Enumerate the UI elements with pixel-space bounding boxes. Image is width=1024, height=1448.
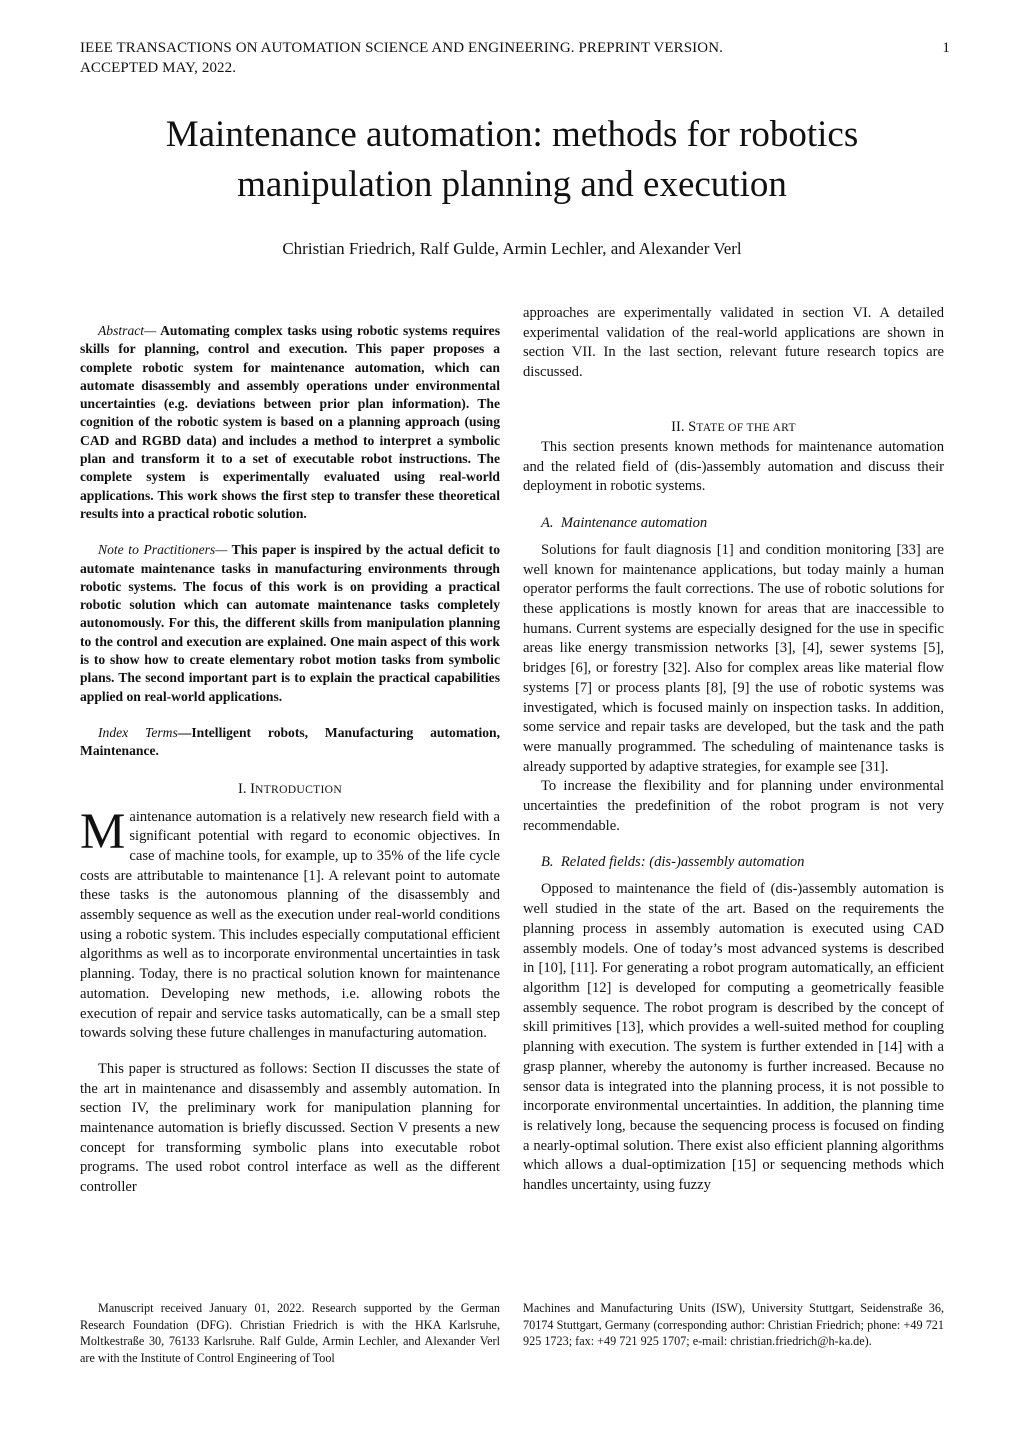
index-terms-text: —Intelligent robots, Manufacturing automation, Maintenance. (80, 724, 500, 759)
title-line-2: manipulation planning and execution (237, 164, 787, 205)
maintenance-paragraph-2: To increase the flexibility and for planning under environmental uncertainties the predefinition of the robot program is not very recommendable. (523, 778, 944, 834)
section-initial: S (688, 418, 697, 435)
section-title-rest: TATE OF THE ART (696, 420, 796, 434)
subsection-label: B. (541, 854, 554, 871)
section-numeral: I. (237, 780, 247, 797)
footnote-right: Machines and Manufacturing Units (ISW), University Stuttgart, Seidenstraße 36, 70174 Stuttgart, Germany (corresponding author: Christian Friedrich; phone: +49 721 925 1723; fax: +49 721 925 1707; e-mail: christian.friedrich@h-ka.de). (523, 1301, 944, 1349)
section-heading-state-of-the-art (523, 417, 944, 438)
note-label: Note to Practitioners— (98, 542, 228, 558)
subsection-heading-related-fields (523, 852, 944, 872)
related-fields-paragraph-1: Opposed to maintenance the field of (dis-)assembly automation is well studied in the state of the art. Based on the requirements the planning process in assembly automation is executed using CAD assembly models. One of today’s most advanced systems is described in [10], [11]. For generating a robot program automatically, an efficient algorithm [12] is developed for computing a geometrically feasible assembly sequence. The robot program is described by the concept of skill primitives [13], which provides a well-suited method for coupling planning with execution. The system is further extended in [14] with a grasp planner, whereby the autonomy is further increased. Because no sensor data is integrated into the planning process, it is not possible to incorporate environmental uncertainties. In addition, the planning time is relatively long, because the sequencing process is focused on finding a nearly-optimal solution. There exist also efficient planning algorithms which allows a dual-optimization [15] or sequencing methods which handles uncertainty, using fuzzy (523, 881, 944, 1194)
note-to-practitioners (80, 541, 500, 706)
running-header (80, 38, 950, 78)
abstract-label: Abstract— (98, 323, 157, 338)
intro-paragraph-1-text: aintenance automation is a relatively new research field with a significant potential with regard to economic objectives. In case of machine tools, for example, up to 35% of the life cycle costs are attributable to maintenance [1]. A relevant point to automate these tasks is the autonomous planning of the disassembly and assembly sequence as well as the execution under real-world conditions using a robotic system. This includes especially computational efficient algorithms as well as to incorporate environmental uncertainties in task planning. Today, there is no practical solution known for maintenance automation. Developing new methods, i.e. allowing robots the execution of repair and service tasks automatically, can be a small step towards solving these future challenges in manufacturing automation. (80, 808, 500, 1042)
author-list: Christian Friedrich, Ralf Gulde, Armin Lechler, and Alexander Verl (282, 239, 742, 258)
state-of-the-art-intro: This section presents known methods for maintenance automation and the related field of (dis-)assembly automation and discuss their deployment in robotic systems. (523, 438, 944, 495)
intro-paragraph-2-continued: approaches are experimentally validated in section VI. A detailed experimental validation of the real-world applications are shown in section VII. In the last section, relevant future research topics are discussed. (523, 305, 944, 381)
page-number: 1 (942, 40, 950, 56)
subsection-heading-maintenance-automation (523, 513, 944, 533)
abstract (80, 322, 500, 523)
section-heading-introduction (80, 779, 500, 800)
index-terms (80, 724, 500, 761)
paper-title (0, 110, 1024, 210)
intro-paragraph-1 (80, 803, 500, 1044)
maintenance-paragraph-1: Solutions for fault diagnosis [1] and condition monitoring [33] are well known for maintenance applications, but today mainly a human operator performs the fault corrections. The use of robotic solutions for these applications is mostly known for areas that are inaccessible to humans. Current systems are especially designed for the use in specific areas like energy transmission networks [3], [4], sewer systems [5], bridges [6], or forestry [32]. Also for complex areas like material flow systems [7] or process plants [8], [9] the use of robotic systems was investigated, which is focused mainly on inspection tasks. In addition, some service and repair tasks are developed, but the task and the path were manually programmed. The scheduling of maintenance tasks is already supported by adaptive strategies, for example see [31]. (523, 541, 944, 775)
right-column (523, 304, 944, 1196)
footnote-left: Manuscript received January 01, 2022. Research supported by the German Research Foundation (DFG). Christian Friedrich is with the HKA Karlsruhe, Moltkestraße 30, 76133 Karlsruhe. Ralf Gulde, Armin Lechler, and Alexander Verl are with the Institute of Control Engineering of Tool (80, 1301, 500, 1365)
subsection-label: A. (541, 514, 554, 531)
subsection-title: Maintenance automation (560, 514, 708, 531)
section-title-rest: NTRODUCTION (255, 782, 343, 796)
index-terms-label: Index Terms (98, 724, 178, 740)
left-column (80, 322, 500, 1198)
note-text: This paper is inspired by the actual deficit to automate maintenance tasks in manufacturing environments through robotic systems. The focus of this work is on providing a practical robotic solution which can automate maintenance tasks completely autonomously. For this, the different skills from manipulation planning to the control and execution are explained. One main aspect of this work is to show how to create elementary robot motion tasks from symbolic plans. The second important part is to explain the practical capabilities applied on real-world applications. (80, 542, 500, 704)
section-numeral: II. (671, 418, 685, 435)
abstract-text: Automating complex tasks using robotic systems requires skills for planning, control and execution. This paper proposes a complete robotic system for maintenance automation, which can automate disassembly and assembly operations under environmental uncertainties (e.g. deviations between prior plan information). The cognition of the robotic system is based on a planning approach (using CAD and RGBD data) and includes a method to interpret a symbolic plan and transform it to a set of executable robot instructions. The complete system is experimentally evaluated using real-world applications. This work shows the first step to transfer these theoretical results into a practical robotic solution. (80, 323, 500, 521)
intro-paragraph-2: This paper is structured as follows: Section II discusses the state of the art in maintenance and disassembly and assembly automation. In section IV, the preliminary work for manipulation planning for maintenance automation is briefly discussed. Section V presents a new concept for transforming symbolic plans into executable robot programs. The used robot control interface as well as the different controller (80, 1060, 500, 1196)
title-line-1: Maintenance automation: methods for robotics (165, 114, 859, 155)
running-header-line-1: IEEE TRANSACTIONS ON AUTOMATION SCIENCE AND ENGINEERING. PREPRINT VERSION. (80, 40, 723, 56)
subsection-title: Related fields: (dis-)assembly automation (560, 854, 805, 871)
section-initial: I (250, 780, 255, 797)
running-header-line-2: ACCEPTED MAY, 2022. (80, 60, 237, 76)
drop-cap: M (80, 803, 126, 860)
